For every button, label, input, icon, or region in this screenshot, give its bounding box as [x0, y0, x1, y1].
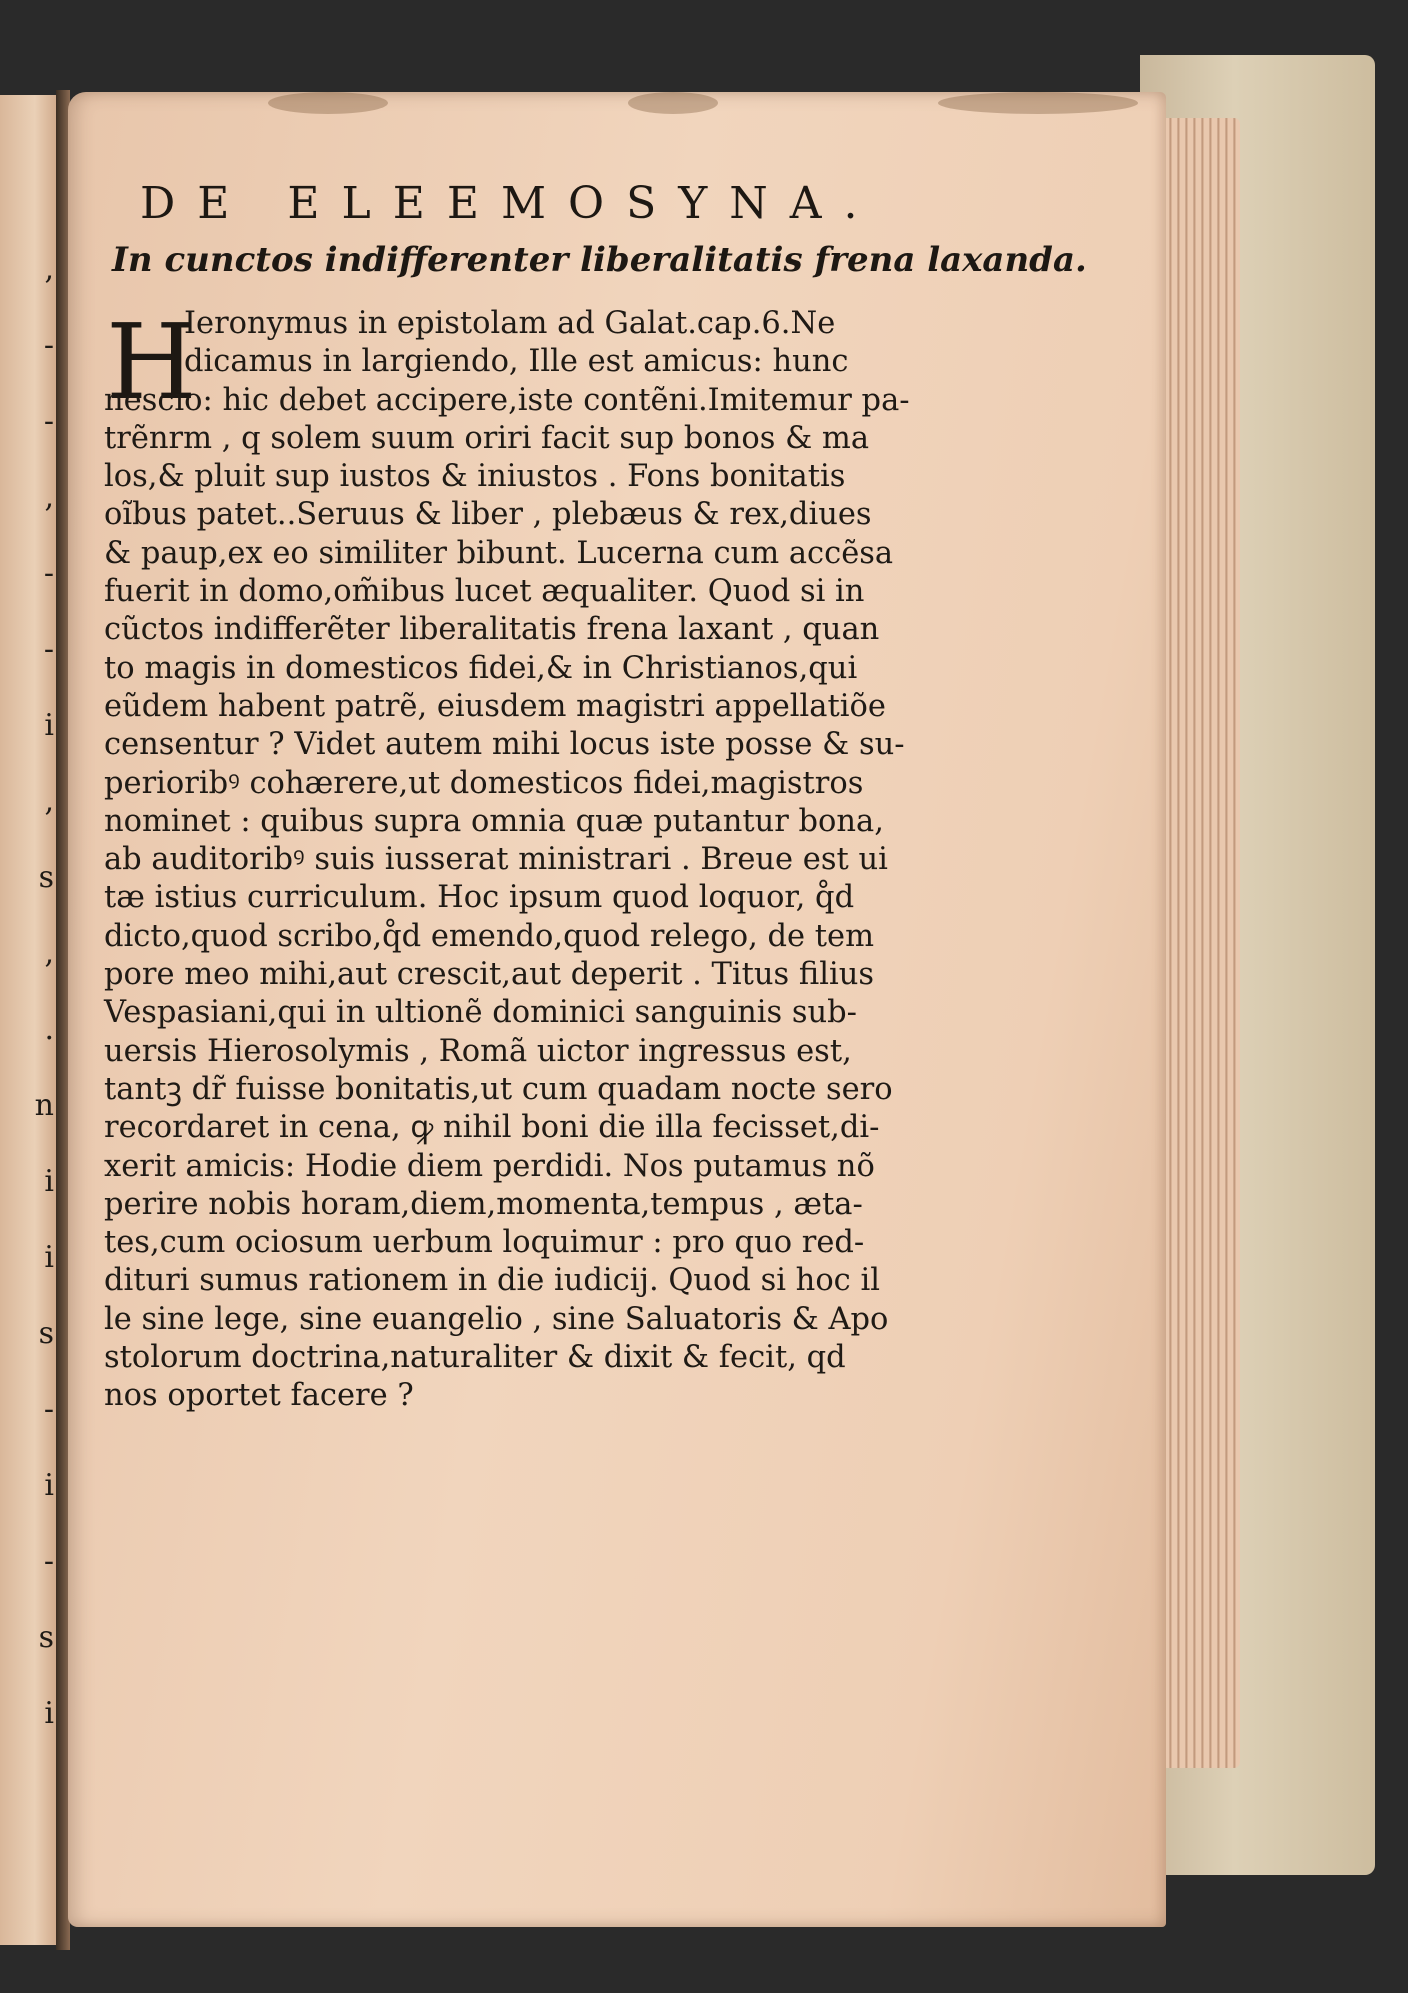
left-page-edge — [0, 95, 58, 1945]
text-line: ab auditoribꝰ suis iusserat ministrari . Breue est ui — [104, 842, 888, 878]
text-line: trẽnrm , q solem suum oriri facit sup bonos & ma — [104, 420, 870, 456]
text-line: uersis Hierosolymis , Romã uictor ingressus est, — [104, 1033, 852, 1069]
text-line: stolorum doctrina,naturaliter & dixit & fecit, qd — [104, 1340, 846, 1376]
text-line: pore meo mihi,aut crescit,aut deperit . Titus filius — [104, 957, 875, 993]
text-line: le sine lege, sine euangelio , sine Saluatoris & Apo — [104, 1301, 889, 1337]
text-line: nominet : quibus supra omnia quæ putantur bona, — [104, 803, 884, 839]
text-line: & paup,ex eo similiter bibunt. Lucerna cum accẽsa — [104, 535, 894, 571]
left-page-fragment: n — [34, 1088, 54, 1123]
text-line: fuerit in domo,om̃ibus lucet æqualiter. Quod si in — [104, 574, 865, 610]
left-page-fragment: - — [43, 404, 54, 439]
drop-initial: H — [106, 301, 197, 423]
left-page-fragment: , — [44, 480, 54, 515]
left-page-fragment: - — [43, 556, 54, 591]
text-line: nescio: hic debet accipere,iste contẽni.Imitemur pa- — [104, 382, 910, 418]
text-line: tantꝫ dr̃ fuisse bonitatis,ut cum quadam nocte sero — [104, 1071, 893, 1107]
left-page-fragment: - — [43, 328, 54, 363]
text-line: tæ istius curriculum. Hoc ipsum quod loquor, q̊d — [104, 880, 855, 916]
text-line: Ieronymus in epistolam ad Galat.cap.6.Ne — [184, 306, 836, 341]
left-page-fragment: , — [44, 936, 54, 971]
left-page-fragment: - — [43, 632, 54, 667]
left-page-fragment: . — [44, 1012, 54, 1047]
text-line: eũdem habent patrẽ, eiusdem magistri appellatiõe — [104, 688, 886, 724]
left-page-fragment: s — [38, 860, 54, 895]
left-page-fragment: i — [44, 708, 54, 743]
text-line: dituri sumus rationem in die iudicij. Quod si hoc il — [104, 1263, 880, 1299]
section-subtitle: In cunctos indifferenter liberalitatis frena laxanda. — [112, 240, 1087, 280]
text-line: Vespasiani,qui in ultionẽ dominici sanguinis sub- — [104, 995, 857, 1031]
text-line: dicamus in largiendo, Ille est amicus: hunc — [184, 344, 849, 380]
text-line: perire nobis horam,diem,momenta,tempus , æta- — [104, 1186, 863, 1222]
text-line: recordaret in cena, ꝙ nihil boni die illa fecisset,di- — [104, 1110, 880, 1146]
left-page-fragment: i — [44, 1164, 54, 1199]
text-line: nos oportet facere ? — [104, 1378, 414, 1414]
stain — [628, 92, 718, 114]
text-line: censentur ? Videt autem mihi locus iste posse & su- — [104, 727, 905, 763]
left-page-fragment: i — [44, 1468, 54, 1503]
text-line: to magis in domesticos fidei,& in Christianos,qui — [104, 650, 858, 686]
text-line: dicto,quod scribo,q̊d emendo,quod relego, de tem — [104, 918, 875, 954]
running-head: DE ELEEMOSYNA. — [140, 178, 880, 229]
left-page-fragment: - — [43, 1544, 54, 1579]
text-line: perioribꝰ cohærere,ut domesticos fidei,magistros — [104, 765, 864, 801]
text-line: los,& pluit sup iustos & iniustos . Fons bonitatis — [104, 459, 846, 495]
left-page-fragment: , — [44, 784, 54, 819]
left-page-fragment: s — [38, 1620, 54, 1655]
text-line: cũctos indifferẽter liberalitatis frena laxant , quan — [104, 612, 880, 648]
stain — [268, 92, 388, 114]
left-page-fragment: , — [44, 252, 54, 287]
text-line: xerit amicis: Hodie diem perdidi. Nos putamus nõ — [104, 1148, 875, 1184]
stain — [938, 92, 1138, 114]
left-page-fragment: i — [44, 1696, 54, 1731]
text-line: oĩbus patet..Seruus & liber , plebæus & rex,diues — [104, 497, 872, 533]
text-line: tes,cum ociosum uerbum loquimur : pro quo red- — [104, 1225, 865, 1261]
body-text — [104, 301, 910, 1416]
left-page-fragment: - — [43, 1392, 54, 1427]
left-page-fragment: i — [44, 1240, 54, 1275]
left-page-fragment: s — [38, 1316, 54, 1351]
